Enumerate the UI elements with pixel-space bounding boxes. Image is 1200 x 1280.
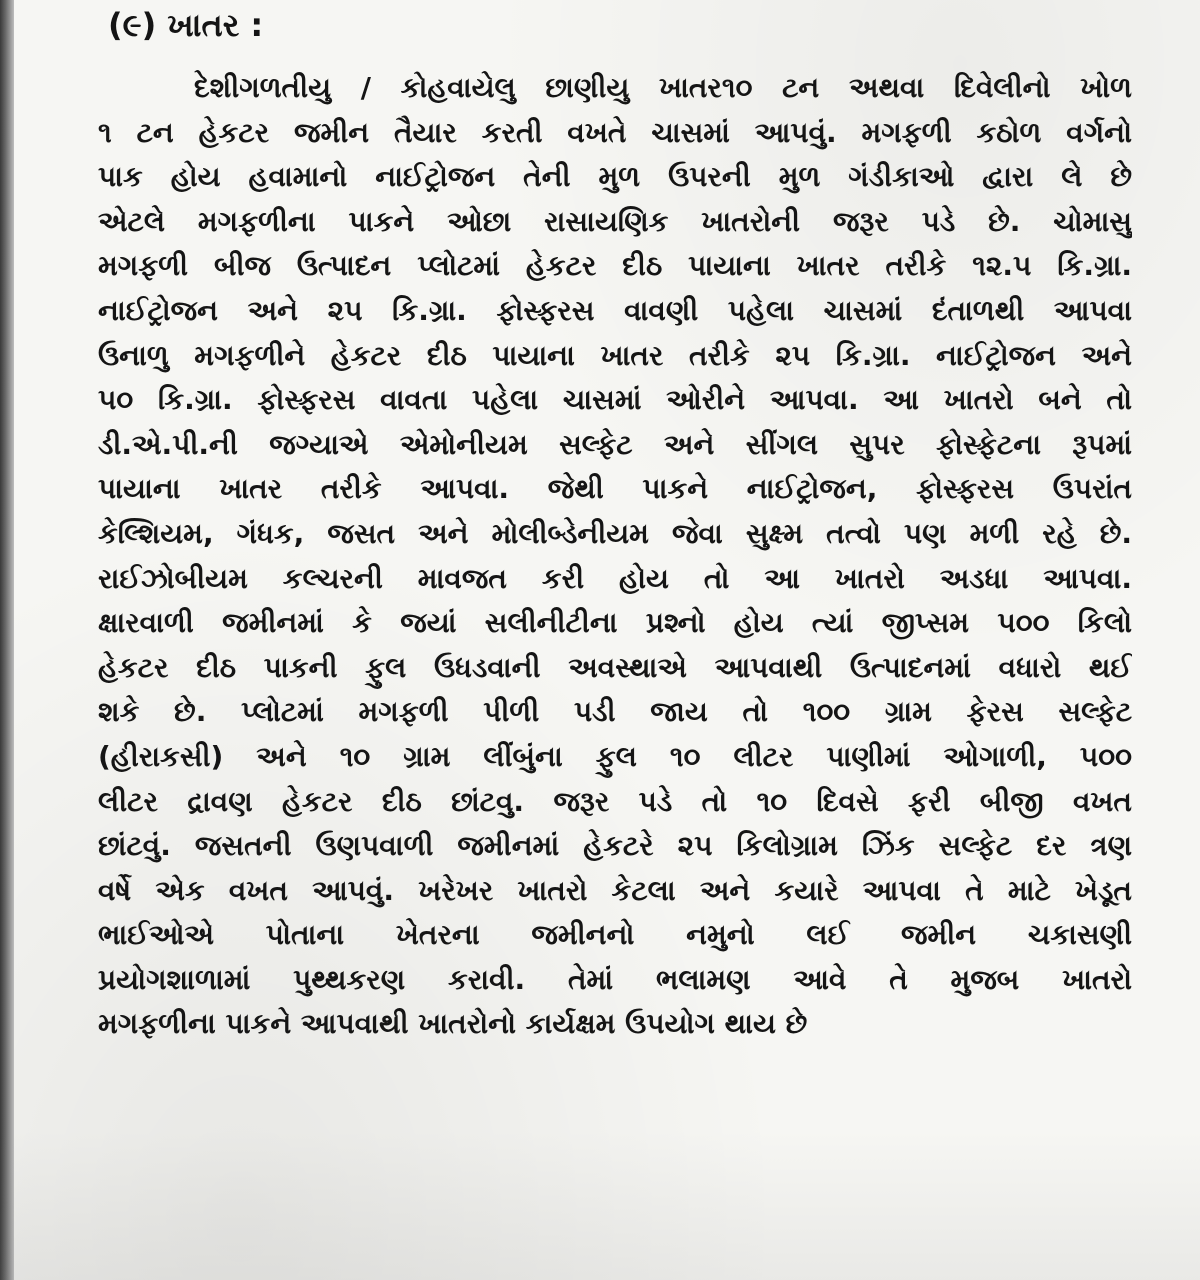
text-line: એટલે મગફળીના પાકને ઓછા રાસાયણિક ખાતરોની જરૂર પડે છે. ચોમાસુ: [98, 204, 1132, 238]
text-line: છાંટવું. જસતની ઉણપવાળી જમીનમાં હેકટરે ૨૫ કિલોગ્રામ ઝિંક સલ્ફેટ દર ત્રણ: [98, 829, 1132, 863]
text-line: ભાઈઓએ પોતાના ખેતરના જમીનનો નમુનો લઈ જમીન ચકાસણી: [98, 918, 1132, 952]
text-line: મગફળીના પાકને આપવાથી ખાતરોનો કાર્યક્ષમ ઉપયોગ થાય છે: [98, 1007, 808, 1041]
text-line: ૧ ટન હેકટર જમીન તૈયાર કરતી વખતે ચાસમાં આપવું. મગફળી કઠોળ વર્ગનો: [98, 115, 1132, 149]
text-line: મગફળી બીજ ઉત્પાદન પ્લોટમાં હેકટર દીઠ પાયાના ખાતર તરીકે ૧૨.૫ કિ.ગ્રા.: [98, 249, 1132, 283]
paragraph-body: [98, 66, 1132, 1047]
text-line: લીટર દ્રાવણ હેકટર દીઠ છાંટવુ. જરૂર પડે તો ૧૦ દિવસે ફરી બીજી વખત: [98, 784, 1132, 818]
text-line: પાક હોય હવામાનો નાઈટ્રોજન તેની મુળ ઉપરની મુળ ગંડીકાઓ દ્વારા લે છે: [98, 160, 1132, 194]
text-line: પ્રયોગશાળામાં પુથ્થકરણ કરાવી. તેમાં ભલામણ આવે તે મુજબ ખાતરો: [98, 962, 1132, 996]
text-line: રાઈઝોબીયમ કલ્ચરની માવજત કરી હોય તો આ ખાતરો અડધા આપવા.: [98, 561, 1132, 595]
text-line: ઉનાળુ મગફળીને હેકટર દીઠ પાયાના ખાતર તરીકે ૨૫ કિ.ગ્રા. નાઈટ્રોજન અને: [98, 338, 1132, 372]
scan-shadow: [0, 1130, 1200, 1280]
text-line: કેલ્શિયમ, ગંધક, જસત અને મોલીબ્ડેનીયમ જેવા સુક્ષ્મ તત્વો પણ મળી રહે છે.: [98, 516, 1132, 550]
text-line: (હીરાકસી) અને ૧૦ ગ્રામ લીંબુંના ફુલ ૧૦ લીટર પાણીમાં ઓગાળી, ૫૦૦: [98, 739, 1132, 773]
section-heading: (૯) ખાતર :: [108, 6, 264, 44]
text-line: ડી.એ.પી.ની જગ્યાએ એમોનીયમ સલ્ફેટ અને સીંગલ સુપર ફોસ્ફેટના રૂપમાં: [98, 427, 1132, 461]
text-line: હેકટર દીઠ પાકની ફુલ ઉધડવાની અવસ્થાએ આપવાથી ઉત્પાદનમાં વધારો થઈ: [98, 650, 1132, 684]
text-line: દેશીગળતીયુ / કોહવાયેલુ છાણીયુ ખાતર૧૦ ટન અથવા દિવેલીનો ખોળ: [194, 71, 1132, 104]
text-line: વર્ષે એક વખત આપવું. ખરેખર ખાતરો કેટલા અને કયારે આપવા તે માટે ખેડૂત: [98, 873, 1132, 907]
text-line: ક્ષારવાળી જમીનમાં કે જયાં સલીનીટીના પ્રશ્નો હોય ત્યાં જીપ્સમ ૫૦૦ કિલો: [98, 606, 1132, 640]
text-line: શકે છે. પ્લોટમાં મગફળી પીળી પડી જાય તો ૧૦૦ ગ્રામ ફેરસ સલ્ફેટ: [98, 695, 1132, 729]
text-line: પાયાના ખાતર તરીકે આપવા. જેથી પાકને નાઈટ્રોજન, ફોસ્ફરસ ઉપરાંત: [98, 472, 1132, 506]
page-binding-edge: [0, 0, 14, 1280]
text-line: ૫૦ કિ.ગ્રા. ફોસ્ફરસ વાવતા પહેલા ચાસમાં ઓરીને આપવા. આ ખાતરો બને તો: [98, 383, 1132, 417]
text-line: નાઈટ્રોજન અને ૨૫ કિ.ગ્રા. ફોસ્ફરસ વાવણી પહેલા ચાસમાં દંતાળથી આપવા: [98, 293, 1132, 327]
